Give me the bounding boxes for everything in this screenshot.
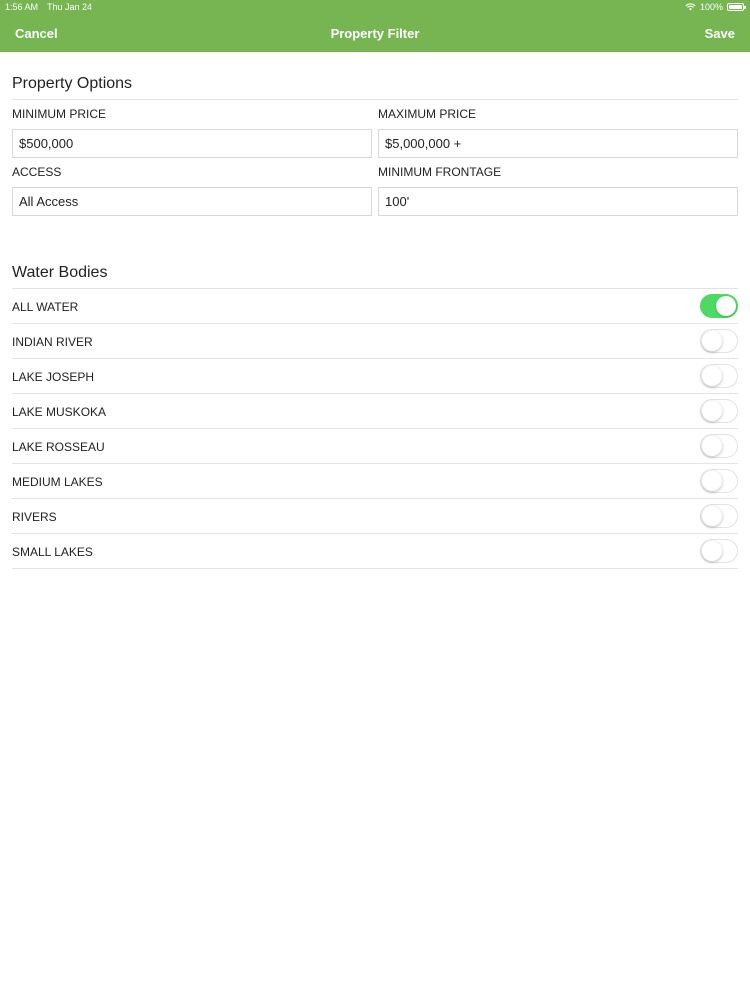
- save-button[interactable]: Save: [704, 26, 735, 41]
- min-price-field[interactable]: $500,000: [12, 129, 372, 158]
- battery-percent: 100%: [699, 2, 723, 12]
- list-item: [12, 359, 738, 394]
- water-body-toggle[interactable]: [700, 364, 738, 388]
- list-item: [12, 464, 738, 499]
- water-body-label: LAKE ROSSEAU: [12, 440, 105, 454]
- min-frontage-label: MINIMUM FRONTAGE: [378, 165, 502, 179]
- status-right: [685, 2, 744, 12]
- section-divider: [12, 99, 738, 100]
- list-item: [12, 289, 738, 324]
- min-frontage-field[interactable]: 100': [378, 187, 738, 216]
- list-item: [12, 429, 738, 464]
- list-item: [12, 324, 738, 359]
- water-body-label: LAKE JOSEPH: [12, 370, 95, 384]
- water-body-toggle[interactable]: [700, 504, 738, 528]
- water-body-label: SMALL LAKES: [12, 545, 93, 559]
- nav-bar: [0, 16, 750, 52]
- toggle-knob: [702, 331, 722, 351]
- list-item: [12, 534, 738, 569]
- water-body-toggle[interactable]: [700, 539, 738, 563]
- water-body-label: INDIAN RIVER: [12, 335, 93, 349]
- property-options-heading: Property Options: [12, 75, 133, 92]
- battery-icon: [727, 3, 744, 11]
- page-title: Property Filter: [330, 26, 420, 41]
- wifi-icon: [685, 3, 696, 11]
- status-bar: [0, 0, 750, 16]
- water-body-label: RIVERS: [12, 510, 57, 524]
- toggle-knob: [702, 436, 722, 456]
- water-bodies-heading: Water Bodies: [12, 264, 108, 281]
- status-time: 1:56 AM: [5, 2, 39, 12]
- water-body-toggle[interactable]: [700, 434, 738, 458]
- list-item: [12, 499, 738, 534]
- toggle-knob: [702, 471, 722, 491]
- max-price-label: MAXIMUM PRICE: [378, 107, 477, 121]
- water-body-label: LAKE MUSKOKA: [12, 405, 107, 419]
- min-price-label: MINIMUM PRICE: [12, 107, 106, 121]
- toggle-knob: [702, 541, 722, 561]
- list-item: [12, 394, 738, 429]
- access-field[interactable]: All Access: [12, 187, 372, 216]
- water-body-toggle[interactable]: [700, 469, 738, 493]
- status-date: Thu Jan 24: [47, 2, 93, 12]
- water-body-toggle[interactable]: [700, 399, 738, 423]
- water-body-label: ALL WATER: [12, 300, 79, 314]
- access-label: ACCESS: [12, 165, 62, 179]
- max-price-field[interactable]: $5,000,000 +: [378, 129, 738, 158]
- toggle-knob: [702, 506, 722, 526]
- toggle-knob: [702, 401, 722, 421]
- water-body-toggle[interactable]: [700, 294, 738, 318]
- toggle-knob: [716, 296, 736, 316]
- water-body-label: MEDIUM LAKES: [12, 475, 103, 489]
- toggle-knob: [702, 366, 722, 386]
- cancel-button[interactable]: Cancel: [15, 26, 58, 41]
- water-body-toggle[interactable]: [700, 329, 738, 353]
